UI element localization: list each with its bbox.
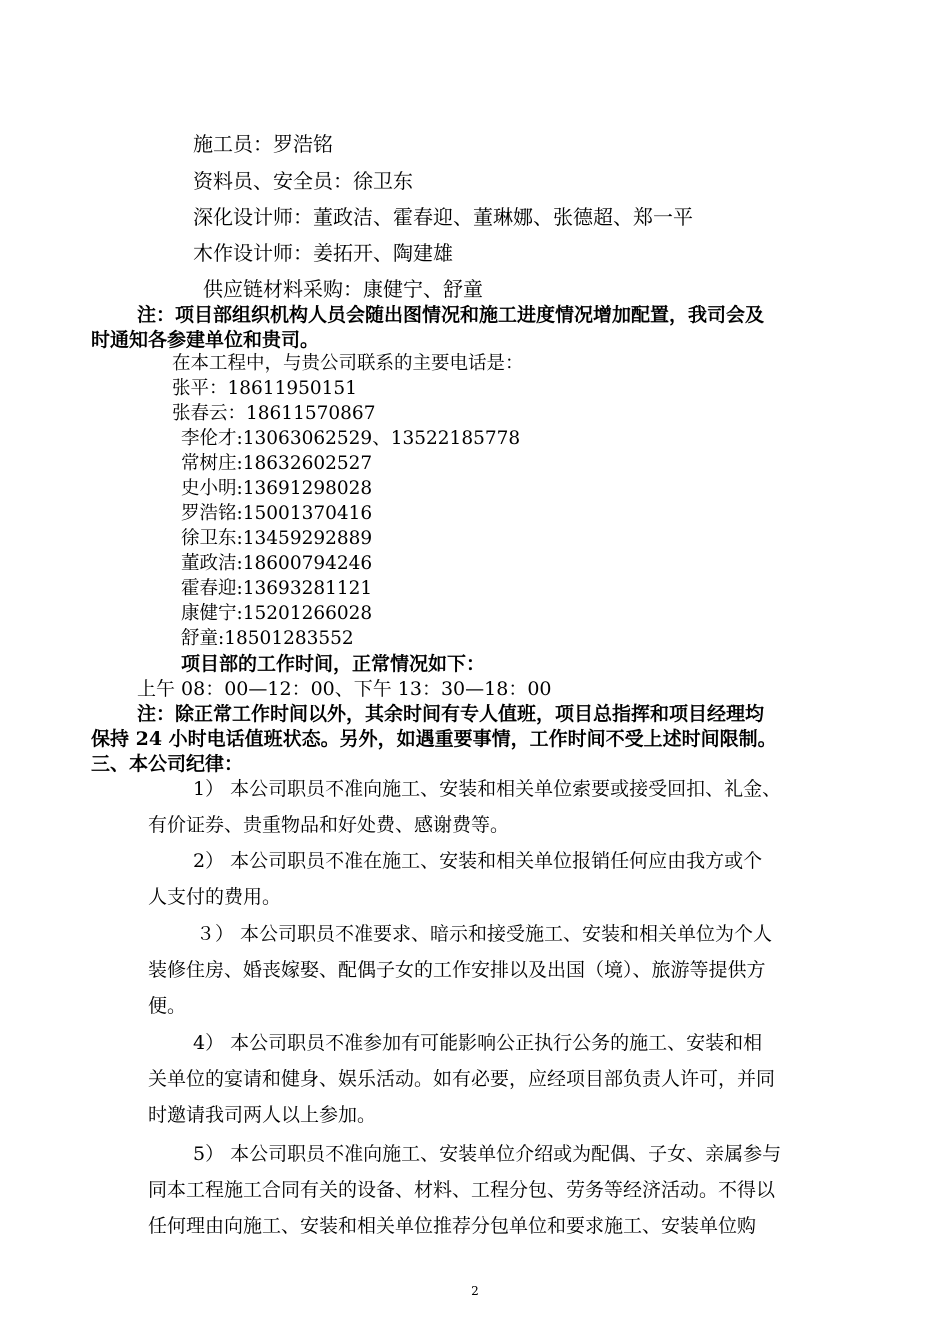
rule-5-line-3: 任何理由向施工、安装和相关单位推荐分包单位和要求施工、安装单位购 — [148, 1215, 757, 1237]
rule-4-line-2: 关单位的宴请和健身、娱乐活动。如有必要，应经项目部负责人许可，并同 — [148, 1068, 776, 1090]
note-staffing-line-1: 注：项目部组织机构人员会随出图情况和施工进度情况增加配置，我司会及 — [137, 304, 765, 326]
contact-line: 罗浩铭:15001370416 — [181, 503, 373, 524]
rule-3-line-3: 便。 — [148, 995, 187, 1017]
page-number: 2 — [471, 1284, 479, 1298]
note-duty-line-2: 保持 24 小时电话值班状态。另外，如遇重要事情，工作时间不受上述时间限制。 — [91, 728, 777, 750]
contact-intro: 在本工程中，与贵公司联系的主要电话是： — [172, 353, 524, 374]
contact-line: 常树庄:18632602527 — [181, 453, 373, 474]
roster-line-procurement: 供应链材料采购：康健宁、舒童 — [203, 277, 483, 301]
contact-line: 康健宁:15201266028 — [181, 603, 373, 624]
contact-line: 霍春迎:13693281121 — [181, 578, 373, 599]
contact-line: 史小明:13691298028 — [181, 478, 373, 499]
rule-1-line-1: 1） 本公司职员不准向施工、安装和相关单位索要或接受回扣、礼金、 — [193, 778, 782, 800]
contact-line: 张平：18611950151 — [172, 378, 357, 399]
rule-5-line-2: 同本工程施工合同有关的设备、材料、工程分包、劳务等经济活动。不得以 — [148, 1179, 776, 1201]
rule-4-line-1: 4） 本公司职员不准参加有可能影响公正执行公务的施工、安装和相 — [193, 1032, 763, 1054]
roster-line-design: 深化设计师：董政洁、霍春迎、董琳娜、张德超、郑一平 — [193, 205, 693, 229]
roster-line-documentation: 资料员、安全员：徐卫东 — [193, 169, 413, 193]
hours-text: 上午 08：00—12：00、下午 13：30—18：00 — [137, 678, 552, 700]
rule-3-line-1: ３） 本公司职员不准要求、暗示和接受施工、安装和相关单位为个人 — [196, 923, 773, 945]
roster-line-woodwork: 木作设计师：姜拓开、陶建雄 — [193, 241, 453, 265]
contact-line: 李伦才:13063062529、13522185778 — [181, 428, 521, 449]
rule-3-line-2: 装修住房、婚丧嫁娶、配偶子女的工作安排以及出国（境）、旅游等提供方 — [148, 959, 766, 981]
hours-heading: 项目部的工作时间，正常情况如下： — [181, 653, 486, 675]
contact-line: 徐卫东:13459292889 — [181, 528, 373, 549]
rule-2-line-2: 人支付的费用。 — [148, 886, 282, 908]
rule-1-line-2: 有价证券、贵重物品和好处费、感谢费等。 — [148, 814, 510, 836]
contact-line: 张春云：18611570867 — [172, 403, 376, 424]
rule-5-line-1: 5） 本公司职员不准向施工、安装单位介绍或为配偶、子女、亲属参与 — [193, 1143, 782, 1165]
note-duty-line-1: 注：除正常工作时间以外，其余时间有专人值班，项目总指挥和项目经理均 — [137, 703, 765, 725]
section-heading: 三、本公司纪律： — [91, 753, 244, 775]
roster-line-construction: 施工员：罗浩铭 — [193, 132, 333, 156]
contact-line: 董政洁:18600794246 — [181, 553, 373, 574]
rule-2-line-1: 2） 本公司职员不准在施工、安装和相关单位报销任何应由我方或个 — [193, 850, 763, 872]
contact-line: 舒童:18501283552 — [181, 628, 354, 649]
note-staffing-line-2: 时通知各参建单位和贵司。 — [91, 329, 320, 351]
rule-4-line-3: 时邀请我司两人以上参加。 — [148, 1104, 377, 1126]
